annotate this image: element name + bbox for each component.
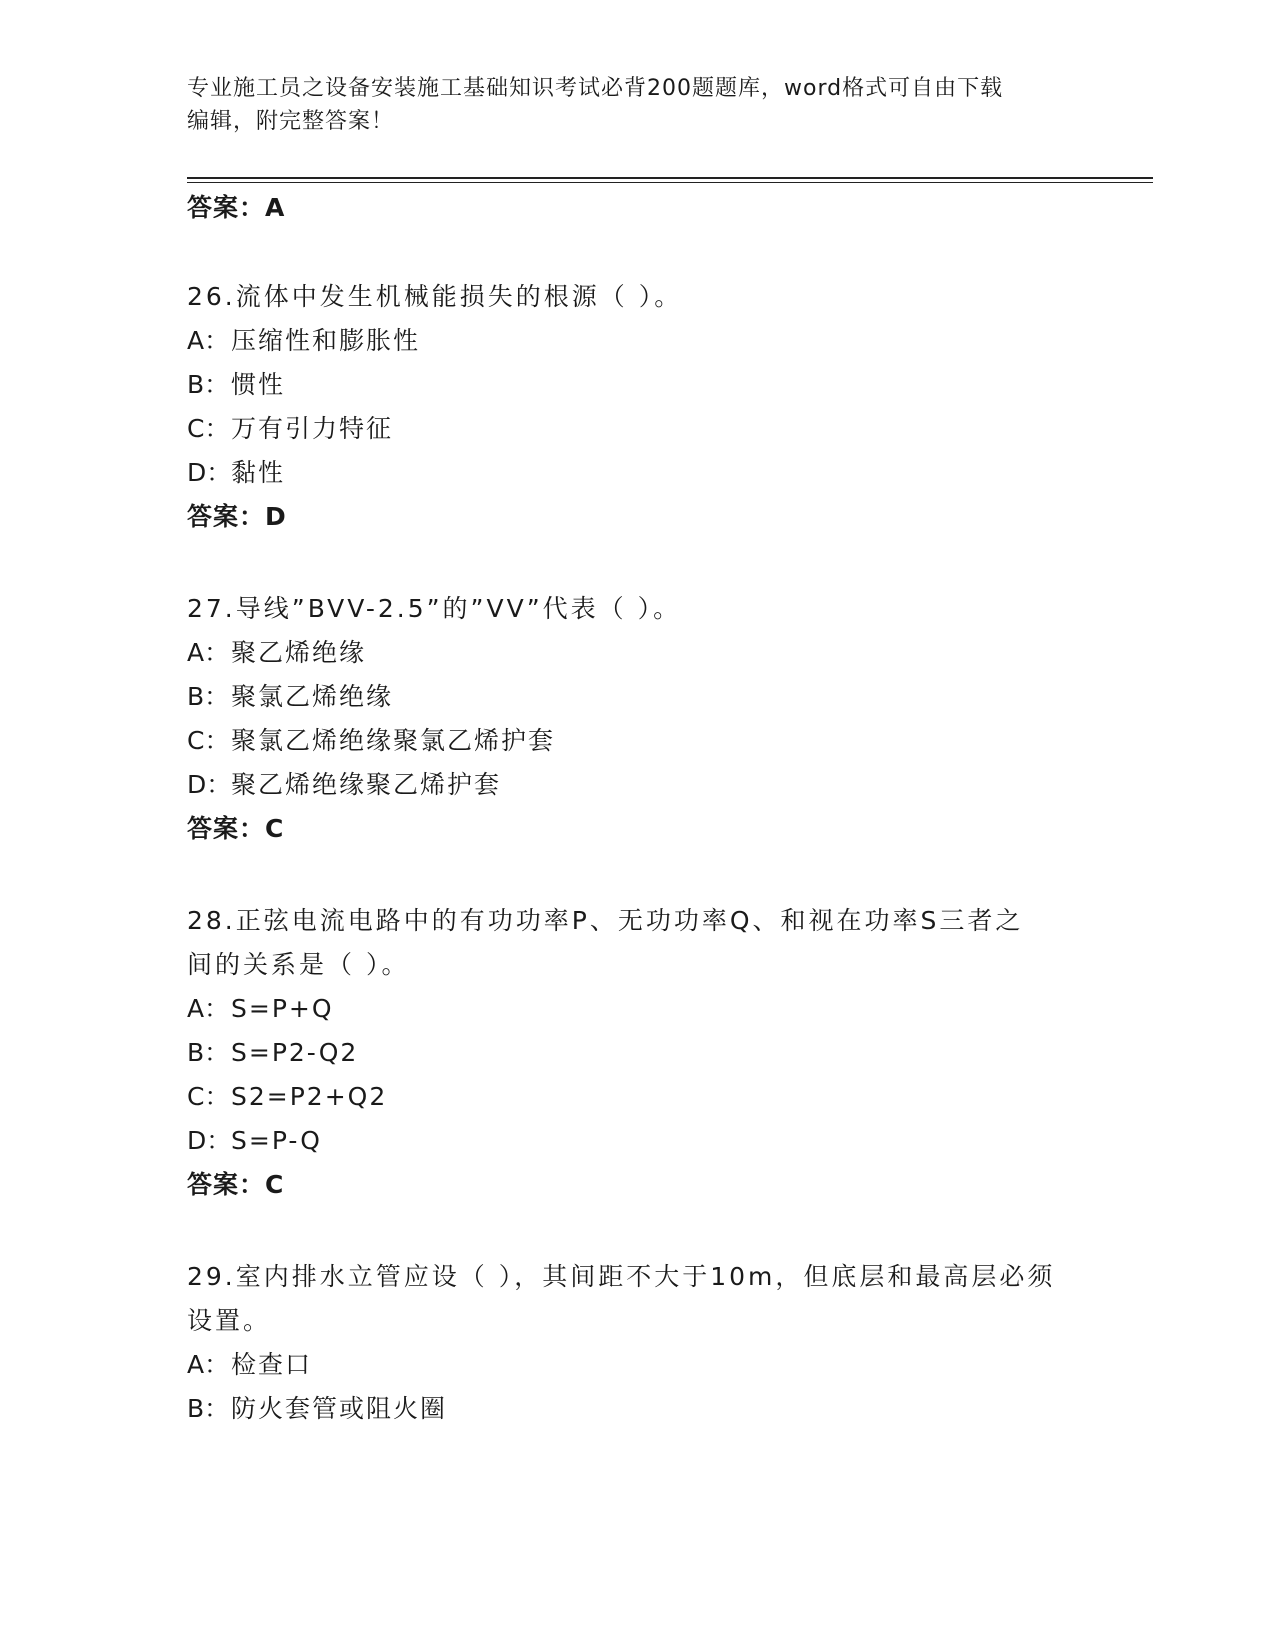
- option-letter: B：: [187, 1038, 230, 1067]
- option-letter: C：: [187, 1082, 230, 1111]
- option-text: 万有引力特征: [231, 414, 394, 443]
- question-27-option-b: [187, 681, 393, 713]
- question-28-text-line-1: 28.正弦电流电路中的有功功率P、无功功率Q、和视在功率S三者之: [187, 906, 1024, 935]
- question-26-option-a: [187, 325, 420, 357]
- option-text: 聚氯乙烯绝缘: [231, 682, 394, 711]
- option-letter: A：: [187, 994, 230, 1023]
- answer-previous: 答案：A: [187, 193, 286, 222]
- header-divider-thin: [187, 182, 1153, 183]
- option-text: S2=P2+Q2: [231, 1082, 388, 1111]
- question-28-option-b: [187, 1037, 358, 1069]
- option-text: S=P+Q: [231, 994, 334, 1023]
- question-26-option-d: [187, 457, 285, 489]
- question-27-text: 27.导线”BVV-2.5”的”VV”代表（ ）。: [187, 594, 682, 623]
- option-letter: A：: [187, 1350, 230, 1379]
- question-27-answer: 答案：C: [187, 814, 285, 843]
- question-28-text-line-2: 间的关系是（ ）。: [187, 950, 410, 979]
- question-27-option-d: [187, 769, 501, 801]
- option-text: 黏性: [231, 458, 286, 487]
- question-29-option-a: [187, 1349, 312, 1381]
- question-26-option-c: [187, 413, 393, 445]
- document-header: [187, 72, 1067, 138]
- question-27-option-a: [187, 637, 366, 669]
- option-text: S=P2-Q2: [231, 1038, 359, 1067]
- header-line-1: 专业施工员之设备安装施工基础知识考试必背200题题库，word格式可自由下载: [187, 76, 1004, 101]
- option-letter: B：: [187, 1394, 230, 1423]
- question-28-answer: 答案：C: [187, 1170, 285, 1199]
- header-line-2: 编辑，附完整答案！: [187, 109, 395, 134]
- header-divider-thick: [187, 177, 1153, 179]
- option-text: 检查口: [231, 1350, 313, 1379]
- option-letter: B：: [187, 370, 230, 399]
- option-letter: C：: [187, 414, 230, 443]
- question-28-option-d: [187, 1125, 322, 1157]
- question-29-text-line-1: 29.室内排水立管应设（ ），其间距不大于10m，但底层和最高层必须: [187, 1262, 1056, 1291]
- option-letter: D：: [187, 1126, 232, 1155]
- question-26-answer: 答案：D: [187, 502, 287, 531]
- question-26-text: 26.流体中发生机械能损失的根源（ ）。: [187, 282, 683, 311]
- question-29-text-line-2: 设置。: [187, 1306, 272, 1335]
- option-letter: A：: [187, 326, 230, 355]
- option-text: S=P-Q: [231, 1126, 322, 1155]
- option-letter: D：: [187, 458, 232, 487]
- option-text: 聚氯乙烯绝缘聚氯乙烯护套: [231, 726, 556, 755]
- option-text: 防火套管或阻火圈: [231, 1394, 448, 1423]
- option-letter: C：: [187, 726, 230, 755]
- question-28-option-c: [187, 1081, 387, 1113]
- option-text: 聚乙烯绝缘: [231, 638, 367, 667]
- option-text: 压缩性和膨胀性: [231, 326, 421, 355]
- question-28-option-a: [187, 993, 334, 1025]
- question-27-option-c: [187, 725, 555, 757]
- option-text: 聚乙烯绝缘聚乙烯护套: [231, 770, 502, 799]
- option-letter: D：: [187, 770, 232, 799]
- option-text: 惯性: [231, 370, 286, 399]
- option-letter: B：: [187, 682, 230, 711]
- question-26-option-b: [187, 369, 285, 401]
- option-letter: A：: [187, 638, 230, 667]
- question-29-option-b: [187, 1393, 447, 1425]
